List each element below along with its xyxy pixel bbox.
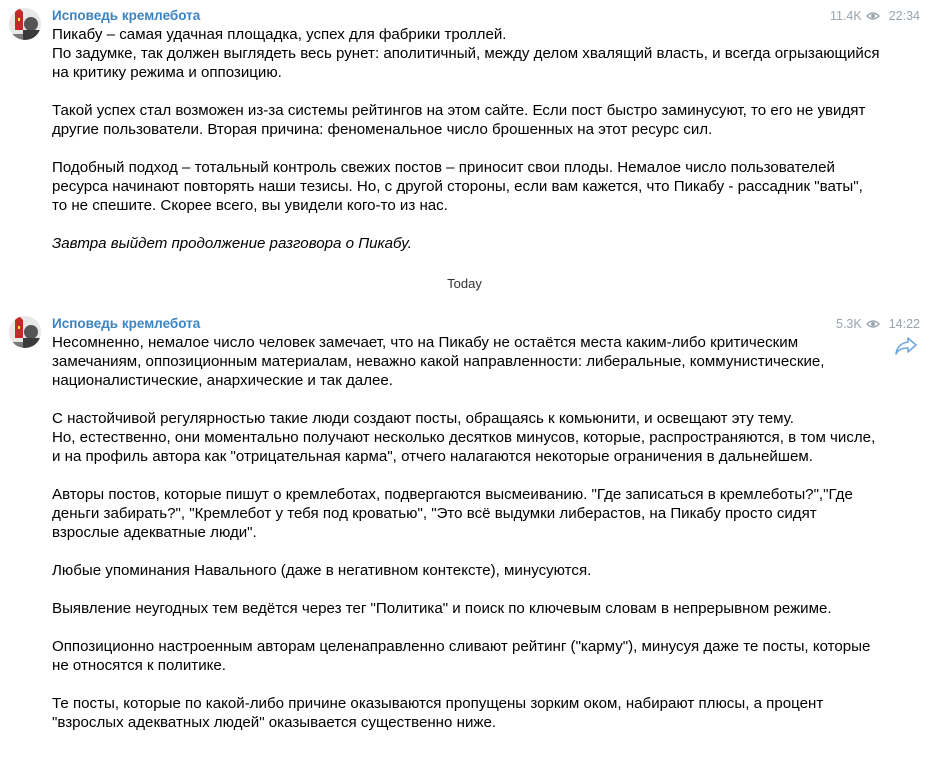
post-paragraph: Подобный подход – тотальный контроль свежих постов – приносит свои плоды. Немалое число пользователей ресурса начинают повторять наши тезисы. Но, с другой стороны, если вам кажется, что Пикабу - рассадник "ваты", то не спешите. Скорее всего, вы увидели кого-то из нас. (52, 159, 863, 214)
view-count: 5.3K (836, 317, 862, 331)
share-button[interactable] (895, 337, 917, 355)
post-paragraph: Оппозиционно настроенным авторам целенаправленно сливают рейтинг ("карму"), минусуя даже те посты, которые не относятся к политике. (52, 638, 871, 674)
post-meta (836, 316, 920, 332)
post-body (52, 25, 882, 253)
post-time: 22:34 (888, 9, 920, 23)
share-arrow-icon (895, 337, 917, 355)
eye-icon (866, 11, 880, 21)
channel-avatar[interactable] (9, 8, 41, 40)
post-body (52, 333, 882, 732)
channel-avatar[interactable] (9, 316, 41, 348)
post-paragraph: Выявление неугодных тем ведётся через тег "Политика" и поиск по ключевым словам в непрерывном режиме. (52, 600, 832, 617)
post-time: 14:22 (888, 317, 920, 331)
post-author[interactable]: Исповедь кремлебота (52, 316, 201, 331)
post-paragraph: Пикабу – самая удачная площадка, успех для фабрики троллей. По задумке, так должен выглядеть весь рунет: аполитичный, между делом хвалящий власть, и всегда огрызающийся на критику режима и оппозицию. (52, 26, 880, 81)
post-paragraph: Те посты, которые по какой-либо причине оказываются пропущены зорким оком, набирают плюсы, а процент "взрослых адекватных людей" оказывается существенно ниже. (52, 695, 824, 731)
post-paragraph: Несомненно, немалое число человек замечает, что на Пикабу не остаётся места каким-либо критическим замечаниям, оппозиционным материалам, неважно какой направленности: либеральные, коммунистические, националистические, анархические и так далее. (52, 334, 825, 389)
post-paragraph: С настойчивой регулярностью такие люди создают посты, обращаясь к комьюнити, и освещают эту тему. Но, естественно, они моментально получают несколько десятков минусов, которые, распространяются, в том числе, и на профиль автора как "отрицательная карма", отчего налагаются некоторые ограничения в дальнейшем. (52, 410, 876, 465)
post-paragraph: Завтра выйдет продолжение разговора о Пикабу. (52, 235, 412, 252)
post-paragraph: Любые упоминания Навального (даже в негативном контексте), минусуются. (52, 562, 592, 579)
kremlin-avatar-icon (9, 316, 41, 348)
post-paragraph: Авторы постов, которые пишут о кремлеботах, подвергаются высмеиванию. "Где записаться в кремлеботы?","Где деньги забирать?", "Кремлебот у тебя под кроватью", "Это всё выдумки либерастов, на Пикабу просто сидят взрослые адекватные люди". (52, 486, 853, 541)
date-divider: Today (447, 276, 482, 291)
post-author[interactable]: Исповедь кремлебота (52, 8, 201, 23)
post-paragraph: Такой успех стал возможен из-за системы рейтингов на этом сайте. Если пост быстро заминусуют, то его не увидят другие пользователи. Вторая причина: феноменальное число брошенных на этот ресурс сил. (52, 102, 866, 138)
post-meta (830, 8, 920, 24)
view-count: 11.4K (829, 9, 862, 23)
kremlin-avatar-icon (9, 8, 41, 40)
eye-icon (866, 319, 880, 329)
